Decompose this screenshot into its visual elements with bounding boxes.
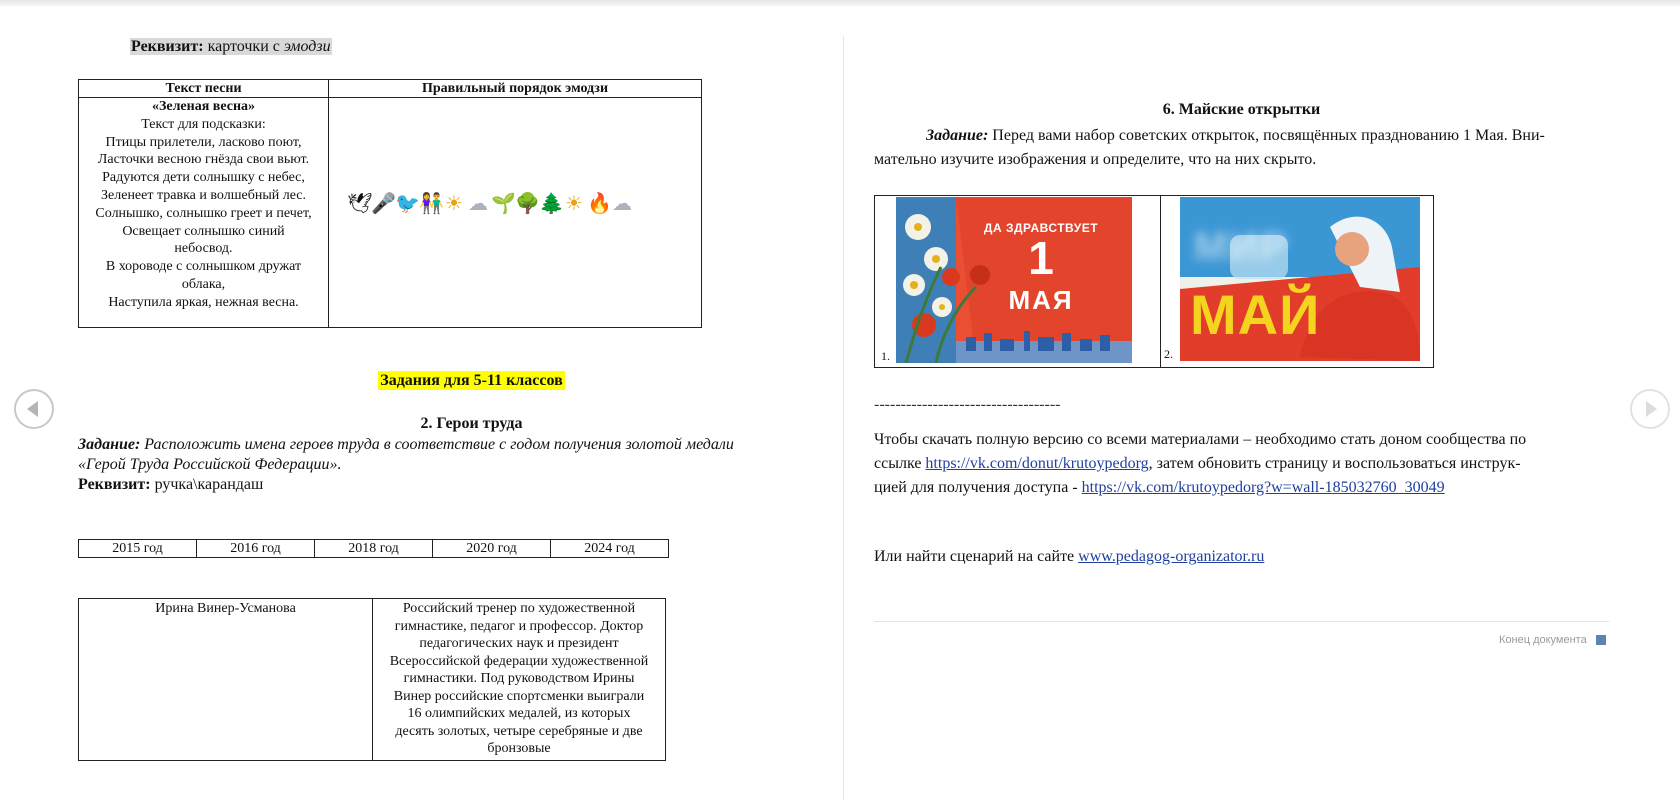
sun-icon: ☀ [565,190,583,215]
cloud-icon: ☁ [468,190,488,215]
task6-line1: Перед вами набор советских открыток, посвящённых празднованию 1 Мая. Вни- [992,127,1545,144]
task2-props-text: ручка\карандаш [154,476,264,493]
sun-icon: ☀ [445,190,463,215]
dove-icon: 🕊 [347,190,373,215]
task6-title-wrap [874,100,1609,120]
site-link[interactable]: www.pedagog-organizator.ru [1078,548,1265,565]
evergreen-icon: 🌲 [539,190,564,215]
lyric-line: Ласточки весною гнёзда свои вьют. [97,152,310,168]
song-lyrics-cell [79,98,329,328]
task6-body [874,124,1614,172]
task6-label: Задание: [926,127,989,144]
hero-name: Ирина Винер-Усманова [79,599,373,761]
postcard-2-blurred-word: МИР [1194,225,1289,269]
site-line-text: Или найти сценарий на сайте [874,548,1079,565]
download-line3-pre: цией для получения доступа - [874,479,1082,496]
hero-desc-line: Винер российские спортсменки выиграли [393,688,645,704]
next-page-button[interactable] [1630,389,1670,429]
emoji-cell [329,98,702,328]
footer-divider [874,621,1609,622]
postcard-1[interactable] [896,197,1132,363]
postcards-cell-divider [1160,196,1161,367]
hero-desc-line: бронзовые [487,741,551,756]
year-cell: 2016 год [197,540,315,558]
postcard-2[interactable] [1180,197,1420,361]
fire-icon: 🔥 [587,190,612,215]
task2-text-line1: Расположить имена героев труда в соответствие с годом получения золотой медали [144,436,734,453]
lyric-line: Птицы прилетели, ласково поют, [105,134,302,150]
download-line1: Чтобы скачать полную версию со всеми материалами – необходимо стать доном сообщества по [874,431,1527,448]
hero-description [373,599,666,761]
hero-desc-line: Российский тренер по художественной [402,601,636,616]
postcard-1-number: 1 [1028,232,1054,284]
hero-desc-line: Всероссийской федерации художественной [389,653,649,669]
site-line [874,547,1264,567]
wall-link[interactable]: https://vk.com/krutoypedorg?w=wall-185032760_30049 [1081,479,1445,496]
lyric-line: Текст для подсказки: [141,116,266,132]
song-header-emoji: Правильный порядок эмодзи [329,80,702,98]
song-title: «Зеленая весна» [151,99,256,114]
separator-line: ----------------------------------- [874,396,1061,413]
postcard-1-word: МАЯ [1008,285,1074,315]
postcard-1-banner: ДА ЗДРАВСТВУЕТ [983,221,1099,235]
end-of-document [1499,634,1606,646]
hero-table [78,598,666,761]
song-header-text: Текст песни [79,80,329,98]
song-table [78,79,702,328]
hero-desc-line: гимнастике, педагог и профессор. Доктор [394,618,644,634]
lyric-line: Радуются дети солнышку с небес, [102,170,305,186]
task6-line2: мательно изучите изображения и определите, что на них скрыто. [874,151,1317,168]
lyric-line: облака, [181,276,226,292]
hero-desc-line: гимнастики. Под руководством Ирины [403,671,635,686]
year-cell: 2024 год [551,540,669,558]
lyric-line: Солнышко, солнышко греет и печет, [95,205,312,221]
lyric-line: Освещает солнышко синий [122,223,285,239]
microphone-icon: 🎤 [371,190,396,215]
download-line2-pre: ссылке [874,455,926,472]
task2-title-wrap [0,414,943,434]
props-line [130,37,332,57]
children-icon: 👫 [419,190,444,215]
task2-props-label: Реквизит: [78,476,151,493]
seedling-icon: 🌱 [491,190,516,215]
hero-desc-line: 16 олимпийских медалей, из которых [407,706,631,721]
postcard-2-word: МАЙ [1190,283,1321,346]
props-italic: эмодзи [283,38,331,55]
tree-icon: 🌳 [515,190,540,215]
donut-link[interactable]: https://vk.com/donut/krutoypedorg [925,455,1149,472]
hero-desc-line: педагогических наук и президент [419,636,619,651]
props-text: карточки с [207,38,284,55]
bird-icon: 🐦 [395,190,420,215]
hero-desc-line: десять золотых, четыре серебряные и две [395,723,643,739]
task2-body [78,435,818,495]
lyric-line: В хороводе с солнышком дружат [105,259,302,275]
year-cell: 2015 год [79,540,197,558]
tasks-heading-wrap [0,371,943,391]
postcard-1-number-label: 1. [881,349,890,363]
props-label: Реквизит: [131,38,204,55]
year-cell: 2018 год [315,540,433,558]
top-edge [0,0,1680,6]
end-of-document-label: Конец документа [1499,634,1587,646]
download-line2-post: , затем обновить страницу и воспользоваться инструк- [1148,455,1521,472]
task2-text-line2: «Герой Труда Российской Федерации». [78,456,342,473]
postcards-table [874,195,1434,368]
tasks-heading: Задания для 5-11 классов [380,372,563,389]
task2-title: 2. Герои труда [420,415,523,432]
lyric-line: небосвод. [174,241,233,257]
download-paragraph [874,428,1609,500]
task2-label: Задание: [78,436,141,453]
postcard-2-number-label: 2. [1164,347,1173,361]
lyric-line: Зеленеет травка и волшебный лес. [101,187,306,203]
year-cell: 2020 год [433,540,551,558]
lyric-line: Наступила яркая, нежная весна. [108,294,299,310]
cloud-icon: ☁ [612,190,632,215]
end-square-icon [1596,635,1606,645]
emoji-sequence [347,191,701,215]
task6-title: 6. Майские открытки [1162,101,1321,118]
chevron-right-icon [1646,401,1657,417]
years-table [78,539,669,558]
